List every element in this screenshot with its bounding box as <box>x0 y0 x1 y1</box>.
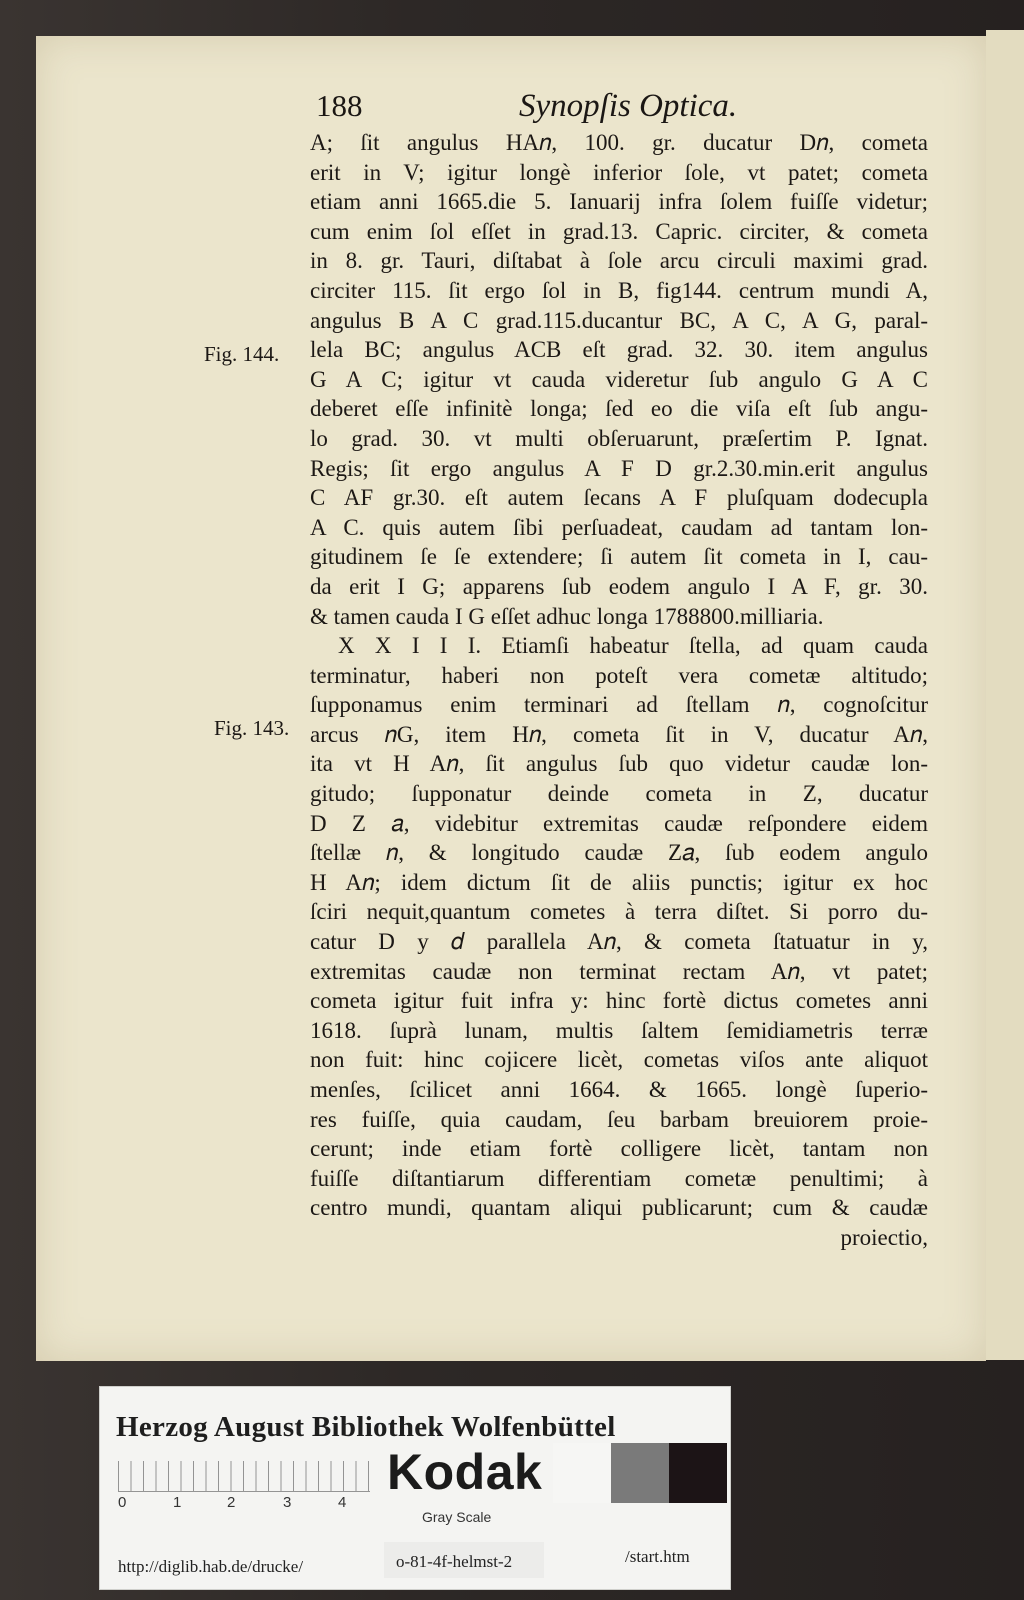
text-line: proiectio, <box>840 1224 928 1250</box>
text-line: Regis; ſit ergo angulus A F D gr.2.30.min.erit angulus <box>310 455 928 481</box>
text-line: lela BC; angulus ACB eſt grad. 32. 30. item angulus <box>310 337 928 363</box>
text-line: fuiſſe diſtantiarum differentiam cometæ penultimi; à <box>310 1165 928 1191</box>
ruler-numbers <box>114 1494 374 1516</box>
text-line: in 8. gr. Tauri, diſtabat à ſole arcu circuli maximi grad. <box>310 248 928 274</box>
text-line: ſupponamus enim terminari ad ſtellam 𝑛, cognoſcitur <box>310 692 928 718</box>
text-line: A; ſit angulus HA𝑛, 100. gr. ducatur D𝑛, cometa <box>310 130 928 155</box>
text-line: deberet eſſe infinitè longa; ſed eo die viſa eſt ſub angu- <box>310 396 928 422</box>
ruler-number: 2 <box>227 1494 236 1511</box>
facing-page-edge <box>986 30 1024 1360</box>
page-number: 188 <box>316 88 363 123</box>
gray-scale-label: Gray Scale <box>422 1509 492 1525</box>
text-line: non fuit: hinc cojicere licèt, cometas viſos ante aliquot <box>310 1047 928 1073</box>
text-line: res fuiſſe, quia caudam, ſeu barbam breuiorem proie- <box>310 1106 928 1132</box>
institution-name: Herzog August Bibliothek Wolfenbüttel <box>116 1411 616 1443</box>
swatch-black <box>669 1443 727 1503</box>
body-text <box>310 128 928 1253</box>
text-line: arcus 𝑛G, item H𝑛, cometa ſit in V, ducatur A𝑛, <box>310 721 928 747</box>
text-line: centro mundi, quantam aliqui publicarunt; cum & caudæ <box>310 1195 928 1221</box>
ruler-number: 4 <box>338 1494 347 1511</box>
ruler-number: 1 <box>173 1494 182 1511</box>
color-calibration-card <box>99 1386 731 1590</box>
running-title: Synopſis Optica. <box>519 88 738 124</box>
text-line: gitudo; ſupponatur deinde cometa in Z, ducatur <box>310 781 928 807</box>
text-line: extremitas caudæ non terminat rectam A𝑛, vt patet; <box>310 958 928 984</box>
text-line: C AF gr.30. eſt autem ſecans A F pluſquam dodecupla <box>310 485 928 511</box>
text-line: 1618. ſuprà lunam, multis ſaltem ſemidiametris terræ <box>310 1017 928 1043</box>
text-line: terminatur, haberi non poteſt vera cometæ altitudo; <box>310 662 928 688</box>
text-line: H A𝑛; idem dictum ſit de aliis punctis; igitur ex hoc <box>310 869 928 895</box>
text-line: ſtellæ 𝑛, & longitudo caudæ Z𝑎, ſub eodem angulo <box>310 840 928 866</box>
text-line: etiam anni 1665.die 5. Ianuarij infra ſolem fuiſſe videtur; <box>310 189 928 215</box>
text-line: circiter 115. ſit ergo ſol in B, fig144. centrum mundi A, <box>310 277 928 303</box>
url-base: http://diglib.hab.de/drucke/ <box>118 1557 304 1576</box>
text-line: menſes, ſcilicet anni 1664. & 1665. longè ſuperio- <box>310 1077 928 1102</box>
ruler-number: 3 <box>283 1494 292 1511</box>
text-line: ſciri nequit,quantum cometes à terra diſtet. Si porro du- <box>310 899 928 925</box>
text-line: & tamen cauda I G eſſet adhuc longa 1788800.milliaria. <box>310 603 824 629</box>
text-line: cerunt; inde etiam fortè colligere licèt, tantam non <box>310 1136 928 1162</box>
text-line: lo grad. 30. vt multi obſeruarunt, præſertim P. Ignat. <box>310 425 928 451</box>
text-line: X X I I I. Etiamſi habeatur ſtella, ad quam cauda <box>338 633 928 659</box>
margin-note-fig144: Fig. 144. <box>204 342 280 366</box>
swatch-white <box>553 1443 611 1503</box>
text-line: erit in V; igitur longè inferior ſole, vt patet; cometa <box>310 159 928 185</box>
text-line: cometa igitur fuit infra y: hinc fortè dictus cometes anni <box>310 988 928 1014</box>
text-line: ita vt H A𝑛, ſit angulus ſub quo videtur caudæ lon- <box>310 751 928 777</box>
kodak-logo: Kodak <box>387 1444 543 1500</box>
text-line: angulus B A C grad.115.ducantur BC, A C, A G, paral- <box>310 307 928 333</box>
margin-note-fig143: Fig. 143. <box>214 716 290 740</box>
text-line: cum enim ſol eſſet in grad.13. Capric. circiter, & cometa <box>310 218 928 244</box>
text-line: A C. quis autem ſibi perſuadeat, caudam ad tantam lon- <box>310 514 928 540</box>
swatch-gray <box>611 1443 669 1503</box>
ruler-number: 0 <box>118 1494 127 1511</box>
text-line: catur D y 𝑑 parallela A𝑛, & cometa ſtatuatur in y, <box>310 929 928 955</box>
text-line: G A C; igitur vt cauda videretur ſub angulo G A C <box>310 366 928 392</box>
measurement-ruler <box>118 1461 370 1492</box>
url-suffix: /start.htm <box>625 1547 690 1566</box>
text-line: da erit I G; apparens ſub eodem angulo I A F, gr. 30. <box>310 573 928 599</box>
text-line: D Z 𝑎, videbitur extremitas caudæ reſpondere eidem <box>310 810 928 836</box>
url-identifier: o-81-4f-helmst-2 <box>396 1552 513 1571</box>
text-line: gitudinem ſe ſe extendere; ſi autem ſit cometa in I, cau- <box>310 544 928 570</box>
